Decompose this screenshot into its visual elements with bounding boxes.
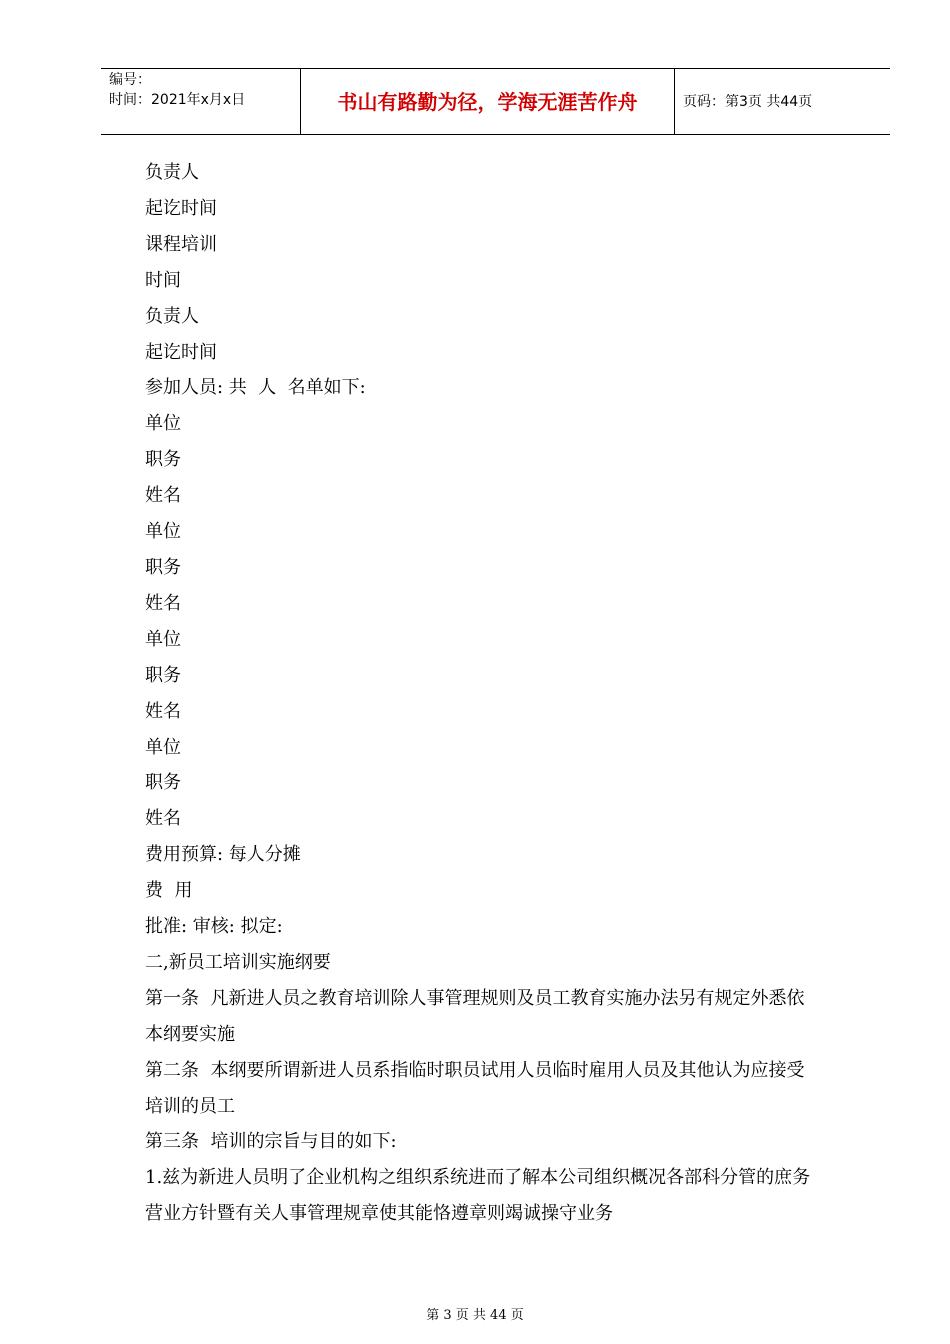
body-line: 负责人 (145, 305, 199, 327)
body-line: 姓名 (145, 592, 181, 614)
body-line: 批准: 审核: 拟定: (145, 916, 283, 938)
header-meta (101, 69, 301, 134)
body-line: 营业方针暨有关人事管理规章使其能恪遵章则竭诚操守业务 (145, 1203, 613, 1225)
document-time-label: 时间：2021年x月x日 (109, 92, 246, 108)
body-line: 第一条 凡新进人员之教育培训除人事管理规则及员工教育实施办法另有规定外悉依 (145, 987, 805, 1009)
body-line: 起讫时间 (145, 197, 217, 219)
body-line: 职务 (145, 664, 181, 686)
body-line: 单位 (145, 736, 181, 758)
body-line: 第三条 培训的宗旨与目的如下: (145, 1131, 397, 1153)
body-line: 1.兹为新进人员明了企业机构之组织系统进而了解本公司组织概况各部科分管的庶务 (145, 1167, 811, 1189)
body-line: 课程培训 (145, 233, 217, 255)
document-body (145, 155, 855, 1232)
body-line: 职务 (145, 772, 181, 794)
header-motto: 书山有路勤为径，学海无涯苦作舟 (301, 69, 675, 134)
page-footer: 第 3 页 共 44 页 (426, 1308, 524, 1323)
body-line: 职务 (145, 556, 181, 578)
page-header (101, 68, 890, 135)
body-line: 姓名 (145, 700, 181, 722)
body-line: 单位 (145, 628, 181, 650)
body-line: 时间 (145, 269, 181, 291)
body-line: 单位 (145, 413, 181, 435)
header-page-info: 页码：第3页 共44页 (683, 94, 813, 110)
body-line: 费用预算: 每人分摊 (145, 844, 301, 866)
body-line: 第二条 本纲要所谓新进人员系指临时职员试用人员临时雇用人员及其他认为应接受 (145, 1059, 805, 1081)
body-line: 参加人员: 共 人 名单如下: (145, 377, 366, 399)
body-line: 费 用 (145, 880, 193, 902)
section-heading: 二,新员工培训实施纲要 (145, 951, 331, 973)
body-line: 姓名 (145, 485, 181, 507)
body-line: 负责人 (145, 162, 199, 183)
body-line: 起讫时间 (145, 341, 217, 363)
body-line: 单位 (145, 521, 181, 543)
body-line: 姓名 (145, 808, 181, 830)
document-code-label: 编号： (109, 72, 151, 88)
body-line: 职务 (145, 449, 181, 471)
body-line: 培训的员工 (145, 1095, 235, 1117)
body-line: 本纲要实施 (145, 1023, 235, 1045)
